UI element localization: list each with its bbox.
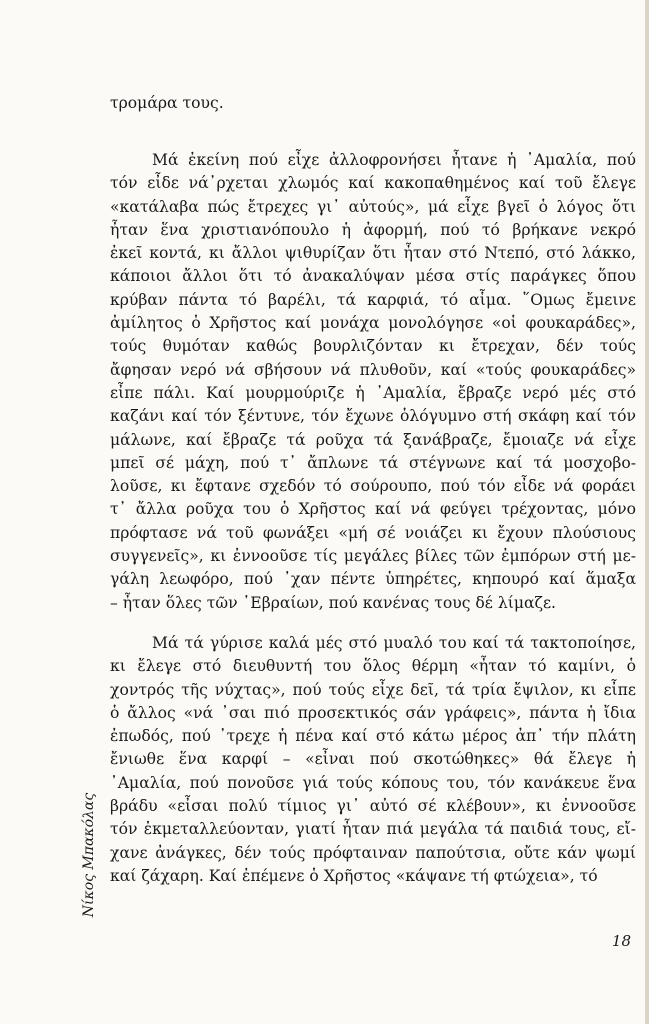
text-line: συγγενεῖς», κι ἐννοοῦσε τίς μεγάλες βίλες τῶν ἐμπόρων στή με- — [110, 547, 636, 566]
text-line: καζάνι καί τόν ξέντυνε, τόν ἔχωνε ὁλόγυμνο στή σκάφη καί τόν — [110, 407, 636, 426]
text-line: κι ἔλεγε στό διευθυντή του ὅλος θέρμη «ἦταν τό καμίνι, ὁ — [110, 657, 636, 676]
paragraph-0 — [110, 92, 636, 115]
author-margin-label — [76, 760, 102, 950]
paragraph-1 — [110, 149, 636, 615]
paragraph-2 — [110, 632, 636, 888]
text-line: κάποιοι ἄλλοι ὅτι τό ἀνακαλύψαν μέσα στίς παράγκες ὅπου — [110, 267, 636, 286]
text-line: μάλωνε, καί ἔβραζε τά ροῦχα τά ξανάβραζε, ἔμοιαζε νά εἶχε — [110, 430, 636, 449]
text-line: ἄφησαν νερό νά σβήσουν νά πλυθοῦν, καί «τούς φουκαράδες» — [110, 360, 636, 379]
text-line: ἀμίλητος ὁ Χρῆστος καί μονάχα μονολόγησε «οἱ φουκαράδες», — [110, 314, 636, 333]
text-line: – ἦταν ὅλες τῶν ῾Εβραίων, πού κανένας τους δέ λίμαζε. — [110, 593, 556, 612]
text-line: ἔνιωθε ἕνα καρφί – «εἶναι πού σκοτώθηκες» θά ἔλεγε ἡ — [110, 750, 636, 769]
text-line: τ᾿ ἄλλα ροῦχα του ὁ Χρῆστος καί νά φεύγει τρέχοντας, μόνο — [110, 500, 636, 519]
page-number: 18 — [611, 932, 631, 950]
author-name: Νίκος Μπακόλας — [81, 792, 97, 918]
text-line: πρόφτασε νά τοῦ φωνάξει «μή σέ νοιάζει κι ἔχουν πλούσιους — [110, 523, 636, 542]
text-line: χοντρός τῆς νύχτας», πού τούς εἶχε δεῖ, τά τρία ἔψιλον, κι εἶπε — [110, 680, 636, 699]
text-line: τρομάρα τους. — [110, 94, 224, 112]
text-line: κρύβαν πάντα τό βαρέλι, τά καρφιά, τό αἷμα. ῞Ομως ἔμεινε — [110, 290, 636, 309]
text-line: «κατάλαβα πώς ἔτρεχες γι᾿ αὐτούς», μά εἶχε βγεῖ ὁ λόγος ὅτι — [110, 197, 636, 216]
text-line: ᾿Αμαλία, πού πονοῦσε γιά τούς κόπους του, τόν κανάκευε ἕνα — [110, 773, 636, 792]
text-line: λοῦσε, κι ἔφτανε σχεδόν τό σούρουπο, πού τόν εἶδε νά φοράει — [110, 477, 636, 496]
text-line: γάλη λεωφόρο, πού ᾿χαν πέντε ὑπηρέτες, κηπουρό καί ἅμαξα — [110, 570, 636, 589]
text-line: ὁ ἄλλος «νά ᾿σαι πιό προσεκτικός σάν γράφεις», πάντα ἡ ἴδια — [110, 703, 636, 722]
text-line: μπεῖ σέ μάχη, πού τ᾿ ἄπλωνε τά στέγνωνε καί τά μοσχοβο- — [110, 453, 636, 472]
text-line: ἦταν ἕνα χριστιανόπουλο ἡ ἀφορμή, πού τό βρήκανε νεκρό — [110, 220, 636, 239]
text-line: ἐκεῖ κοντά, κι ἄλλοι ψιθυρίζαν ὅτι ἦταν στό Ντεπό, στό λάκκο, — [110, 244, 636, 263]
text-line: τούς θυμόταν καθώς βουρλιζόνταν κι ἔτρεχαν, δέν τούς — [110, 337, 636, 356]
text-line: εἶπε πάλι. Καί μουρμούριζε ἡ ᾿Αμαλία, ἔβραζε νερό μές στό — [110, 383, 636, 402]
text-line: Μά τά γύρισε καλά μές στό μυαλό του καί τά τακτοποίησε, — [152, 634, 636, 652]
text-line: Μά ἐκείνη πού εἶχε ἀλλοφρονήσει ἦτανε ἡ ᾿Αμαλία, πού — [152, 151, 636, 169]
text-line: καί ζάχαρη. Καί ἐπέμενε ὁ Χρῆστος «κάψανε τή φτώχεια», τό — [110, 866, 598, 885]
text-line: τόν ἐκμεταλλεύονταν, γιατί ἦταν πιά μεγάλα τά παιδιά τους, εἴ- — [110, 820, 636, 839]
text-line: βράδυ «εἶσαι πολύ τίμιος γι᾿ αὐτό σέ κλέβουν», κι ἐννοοῦσε — [110, 797, 636, 816]
text-line: ἐπωδός, πού ᾿τρεχε ἡ πένα καί στό κάτω μέρος ἀπ᾿ τήν πλάτη — [110, 727, 636, 746]
text-line: χανε ἀνάγκες, δέν τούς πρόφταιναν παπούτσια, οὔτε κάν ψωμί — [110, 843, 636, 862]
text-line: τόν εἶδε νά᾿ρχεται χλωμός καί κακοπαθημένος καί τοῦ ἔλεγε — [110, 174, 636, 193]
